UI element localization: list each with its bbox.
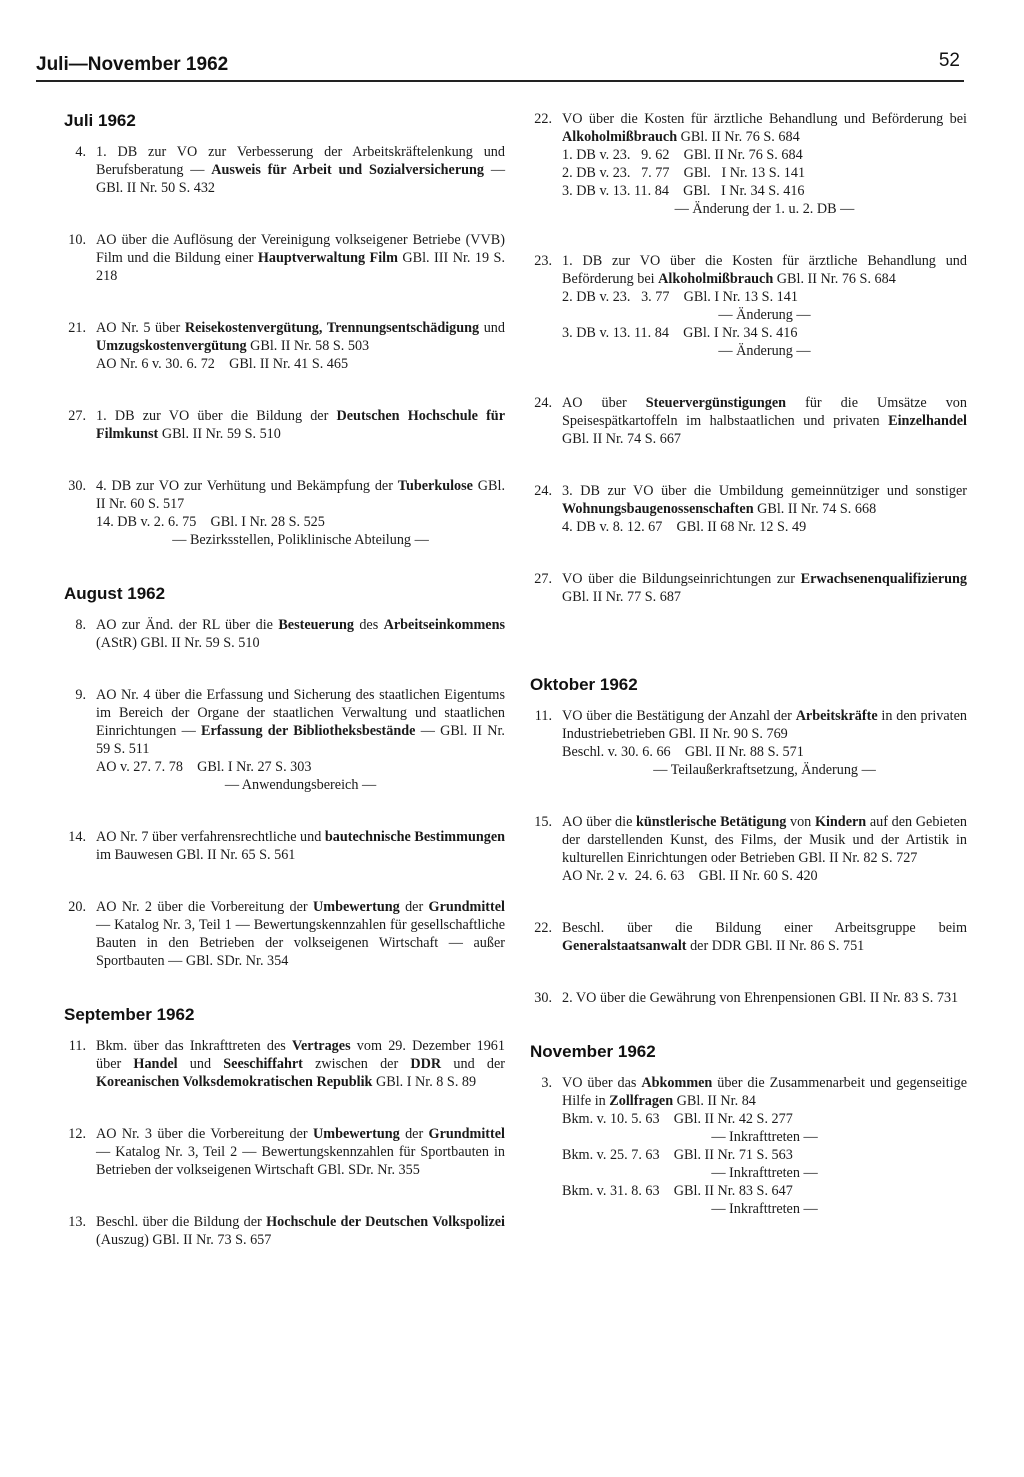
entry-text: 2. VO über die Gewährung von Ehrenpensionen GBl. II Nr. 83 S. 731 <box>562 990 959 1006</box>
entry-keyword: Alkoholmißbrauch <box>562 129 678 145</box>
entry-keyword: Hochschule der Deutschen Volkspolizei <box>266 1214 505 1230</box>
entry <box>58 686 505 794</box>
entry-text: AO Nr. 2 über die Vorbereitung der <box>96 899 314 915</box>
entry-text: AO Nr. 3 über die Vorbereitung der <box>96 1126 314 1142</box>
entry-number: 27. <box>68 408 86 424</box>
entry-reference: Beschl. v. 30. 6. 66 GBl. II Nr. 88 S. 571 <box>562 744 804 760</box>
entry-reference: AO v. 27. 7. 78 GBl. I Nr. 27 S. 303 <box>96 759 312 775</box>
entry-text: zwischen der <box>302 1056 411 1072</box>
entry <box>524 252 967 360</box>
entry-text: GBl. III Nr. 19 S. 218 <box>96 250 505 284</box>
entry <box>58 477 505 549</box>
entry-text: und <box>479 320 505 336</box>
entry-reference: Bkm. v. 25. 7. 63 GBl. II Nr. 71 S. 563 <box>562 1147 793 1163</box>
entry-keyword: Kindern <box>814 814 867 830</box>
entry-keyword: Abkommen <box>641 1075 713 1091</box>
entry-number: 22. <box>534 920 552 936</box>
entry-text: VO über das <box>562 1075 642 1091</box>
entry-keyword: Einzelhandel <box>888 413 967 429</box>
entry <box>524 1074 967 1218</box>
entry-keyword: Ausweis für Arbeit und Sozialversicherung <box>211 162 485 178</box>
entry <box>58 407 505 443</box>
entry <box>524 570 967 606</box>
entry-text: AO Nr. 5 über <box>96 320 185 336</box>
entry-keyword: Umzugskostenvergütung <box>96 338 247 354</box>
entry-text: 4. DB zur VO zur Verhütung und Bekämpfung der <box>96 478 398 494</box>
entry-text: 1. DB zur VO zur Verbesserung der Arbeitskräftelenkung und Berufsberatung — <box>96 144 505 178</box>
entry-number: 9. <box>75 687 86 703</box>
entry-number: 27. <box>534 571 552 587</box>
section-gap <box>524 640 967 674</box>
entry-text: GBl. II Nr. 74 S. 667 <box>562 431 682 447</box>
entry-text: im Bauwesen GBl. II Nr. 65 S. 561 <box>96 847 296 863</box>
entry-text: vom 29. Dezember 1961 über <box>96 1038 505 1072</box>
entry-keyword: Alkoholmißbrauch <box>658 271 774 287</box>
entry-reference: 3. DB v. 13. 11. 84 GBl. I Nr. 34 S. 416 <box>562 325 798 341</box>
entry-keyword: Deutschen Hochschule für Filmkunst <box>96 408 505 442</box>
entry-keyword: Grundmittel <box>428 1126 505 1142</box>
entry-note: — Änderung — <box>718 307 811 323</box>
entry-text: über die Zusammenarbeit und gegenseitige Hilfe in <box>562 1075 967 1109</box>
entry-note: — Teilaußerkraftsetzung, Änderung — <box>653 762 876 778</box>
entry-note: — Änderung der 1. u. 2. DB — <box>674 201 855 217</box>
entry-keyword: Umbewertung <box>313 1126 400 1142</box>
entry <box>58 828 505 864</box>
entry-text: GBl. II Nr. 59 S. 510 <box>158 426 281 442</box>
entry-text: für die Umsätze von Speisespätkartoffeln im halbstaatlichen und privaten <box>562 395 967 429</box>
entry-text: AO über <box>562 395 646 411</box>
entry-number: 3. <box>541 1075 552 1091</box>
entry-reference: Bkm. v. 31. 8. 63 GBl. II Nr. 83 S. 647 <box>562 1183 793 1199</box>
entry-text: (AStR) GBl. II Nr. 59 S. 510 <box>96 635 260 651</box>
entry-number: 8. <box>75 617 86 633</box>
entry-number: 14. <box>68 829 86 845</box>
entry-text: VO über die Kosten für ärztliche Behandlung und Beförderung bei <box>562 111 967 127</box>
entry-keyword: Erwachsenenqualifizierung <box>800 571 967 587</box>
entry-number: 20. <box>68 899 86 915</box>
entry-number: 21. <box>68 320 86 336</box>
entry-text: von <box>786 814 815 830</box>
entry-keyword: Seeschiffahrt <box>223 1056 303 1072</box>
entry <box>524 919 967 955</box>
section-heading-november: November 1962 <box>530 1042 656 1061</box>
entry-text: 1. DB zur VO über die Kosten für ärztliche Behandlung und Beförderung bei <box>562 253 967 287</box>
entry <box>524 989 967 1007</box>
entry-text: der DDR GBl. II Nr. 86 S. 751 <box>686 938 865 954</box>
entry-text: der <box>399 1126 429 1142</box>
entry-text: und <box>177 1056 224 1072</box>
entry-reference: 3. DB v. 13. 11. 84 GBl. I Nr. 34 S. 416 <box>562 183 805 199</box>
entry-keyword: Generalstaatsanwalt <box>562 938 687 954</box>
entry-text: VO über die Bildungseinrichtungen zur <box>562 571 801 587</box>
page-header <box>36 46 964 82</box>
entry-text: GBl. II Nr. 76 S. 684 <box>773 271 896 287</box>
entry-note: — Inkrafttreten — <box>711 1129 818 1145</box>
entry-keyword: Steuervergünstigungen <box>645 395 787 411</box>
entry-text: GBl. II Nr. 84 <box>673 1093 756 1109</box>
entry-reference: 1. DB v. 23. 9. 62 GBl. II Nr. 76 S. 684 <box>562 147 803 163</box>
entry-keyword: Handel <box>133 1056 178 1072</box>
entry <box>524 707 967 779</box>
entry-reference: 14. DB v. 2. 6. 75 GBl. I Nr. 28 S. 525 <box>96 514 325 530</box>
entry-text: Beschl. über die Bildung einer Arbeitsgruppe beim <box>562 920 967 936</box>
section-heading-oktober: Oktober 1962 <box>530 675 638 694</box>
entry <box>58 1037 505 1091</box>
entry <box>524 394 967 448</box>
entry-text: des <box>353 617 384 633</box>
page-number: 52 <box>938 50 960 71</box>
entry-text: AO über die Auflösung der Vereinigung volkseigener Betriebe (VVB) Film und die Bildung einer <box>96 232 505 266</box>
entry-number: 11. <box>68 1038 86 1054</box>
entry <box>524 813 967 885</box>
entry <box>58 1213 505 1249</box>
entry-number: 30. <box>68 478 86 494</box>
entry-text: AO über die <box>562 814 637 830</box>
entry-keyword: Vertrages <box>292 1038 351 1054</box>
entry-note: — Inkrafttreten — <box>711 1165 818 1181</box>
entry-keyword: Koreanischen Volksdemokratischen Republik <box>96 1074 373 1090</box>
entry-number: 24. <box>534 483 552 499</box>
entry-keyword: Zollfragen <box>609 1093 674 1109</box>
entry-keyword: Umbewertung <box>313 899 400 915</box>
entry-keyword: Grundmittel <box>428 899 505 915</box>
left-column <box>58 110 505 1283</box>
entry-text: und der <box>441 1056 505 1072</box>
entry-number: 13. <box>68 1214 86 1230</box>
entry-note: — Anwendungsbereich — <box>224 777 377 793</box>
entry-reference: Bkm. v. 10. 5. 63 GBl. II Nr. 42 S. 277 <box>562 1111 793 1127</box>
entry-reference: 4. DB v. 8. 12. 67 GBl. II 68 Nr. 12 S. 49 <box>562 519 807 535</box>
entry-number: 24. <box>534 395 552 411</box>
entry-note: — Bezirksstellen, Poliklinische Abteilung — <box>172 532 429 548</box>
entry <box>58 231 505 285</box>
right-column <box>524 110 967 1252</box>
entry-text: GBl. II Nr. 74 S. 668 <box>753 501 877 517</box>
entry-keyword: Tuberkulose <box>397 478 473 494</box>
entry-reference: AO Nr. 2 v. 24. 6. 63 GBl. II Nr. 60 S. 420 <box>562 868 818 884</box>
running-title: Juli—November 1962 <box>36 54 229 75</box>
entry-keyword: Reisekostenvergütung, Trennungsentschädigung <box>184 320 480 336</box>
entry-text: GBl. II Nr. 76 S. 684 <box>677 129 800 145</box>
entry-keyword: DDR <box>410 1056 442 1072</box>
entry-keyword: Wohnungsbaugenossenschaften <box>562 501 754 517</box>
entry-text: auf den Gebieten der darstellenden Kunst, des Films, der Musik und der Artistik in kulturellen Einrichtungen oder Betrieben GBl. II Nr. 82 S. 727 <box>562 814 967 866</box>
entry-keyword: Besteuerung <box>278 617 354 633</box>
entry <box>58 616 505 652</box>
entry-text: Bkm. über das Inkrafttreten des <box>96 1038 293 1054</box>
entry-number: 12. <box>68 1126 86 1142</box>
entry-number: 10. <box>68 232 86 248</box>
entry-number: 22. <box>534 111 552 127</box>
entry-keyword: bautechnische Bestimmungen <box>324 829 506 845</box>
entry-text: — GBl. II Nr. 50 S. 432 <box>96 162 506 196</box>
section-heading-september: September 1962 <box>64 1005 195 1024</box>
entry-text: 1. DB zur VO über die Bildung der <box>96 408 337 424</box>
section-heading-juli: Juli 1962 <box>64 111 136 130</box>
entry-reference: 2. DB v. 23. 7. 77 GBl. I Nr. 13 S. 141 <box>562 165 806 181</box>
entry-text: der <box>399 899 429 915</box>
entry-keyword: Hauptverwaltung Film <box>257 250 398 266</box>
entry-text: 3. DB zur VO über die Umbildung gemeinnütziger und sonstiger <box>562 483 967 499</box>
entry-text: — Katalog Nr. 3, Teil 1 — Bewertungskennzahlen für gesellschaftliche Bauten in den Betrieben der volkseigenen Wirtschaft — außer Sportbauten — GBl. SDr. Nr. 354 <box>96 917 505 969</box>
entry-text: GBl. II Nr. 77 S. 687 <box>562 589 682 605</box>
entry <box>58 1125 505 1179</box>
entry <box>524 482 967 536</box>
entry-reference: 2. DB v. 23. 3. 77 GBl. I Nr. 13 S. 141 <box>562 289 798 305</box>
entry-text: VO über die Bestätigung der Anzahl der <box>562 708 796 724</box>
entry-number: 4. <box>75 144 86 160</box>
section-heading-august: August 1962 <box>64 584 166 603</box>
entry-text: — Katalog Nr. 3, Teil 2 — Bewertungskennzahlen für Sportbauten in Betrieben der volkseigenen Wirtschaft GBl. SDr. Nr. 355 <box>96 1144 505 1178</box>
entry <box>524 110 967 218</box>
entry-text: Beschl. über die Bildung der <box>96 1214 267 1230</box>
entry-keyword: künstlerische Betätigung <box>636 814 787 830</box>
entry-text: AO Nr. 4 über die Erfassung und Sicherung des staatlichen Eigentums im Bereich der Organe der staatlichen Verwaltung und staatlichen Einrichtungen — <box>96 687 505 739</box>
entry-text: GBl. II Nr. 60 S. 517 <box>96 478 505 512</box>
entry-text: in den privaten Industriebetrieben GBl. II Nr. 90 S. 769 <box>562 708 967 742</box>
entry-text: (Auszug) GBl. II Nr. 73 S. 657 <box>96 1232 272 1248</box>
entry-reference: AO Nr. 6 v. 30. 6. 72 GBl. II Nr. 41 S. 465 <box>96 356 349 372</box>
entry-text: GBl. I Nr. 8 S. 89 <box>372 1074 477 1090</box>
entry-note: — Änderung — <box>718 343 811 359</box>
entry <box>58 319 505 373</box>
entry-text: GBl. II Nr. 58 S. 503 <box>246 338 370 354</box>
entry-keyword: Erfassung der Bibliotheksbestände <box>201 723 416 739</box>
entry-note: — Inkrafttreten — <box>711 1201 818 1217</box>
entry-number: 15. <box>534 814 552 830</box>
entry-text: AO zur Änd. der RL über die <box>96 617 279 633</box>
entry-keyword: Arbeitskräfte <box>795 708 878 724</box>
entry-keyword: Arbeitseinkommens <box>383 617 505 633</box>
entry-number: 23. <box>534 253 552 269</box>
entry-number: 30. <box>534 990 552 1006</box>
entry <box>58 898 505 970</box>
entry-number: 11. <box>534 708 552 724</box>
entry-text: — GBl. II Nr. 59 S. 511 <box>96 723 505 757</box>
entry <box>58 143 505 197</box>
entry-text: AO Nr. 7 über verfahrensrechtliche und <box>96 829 325 845</box>
